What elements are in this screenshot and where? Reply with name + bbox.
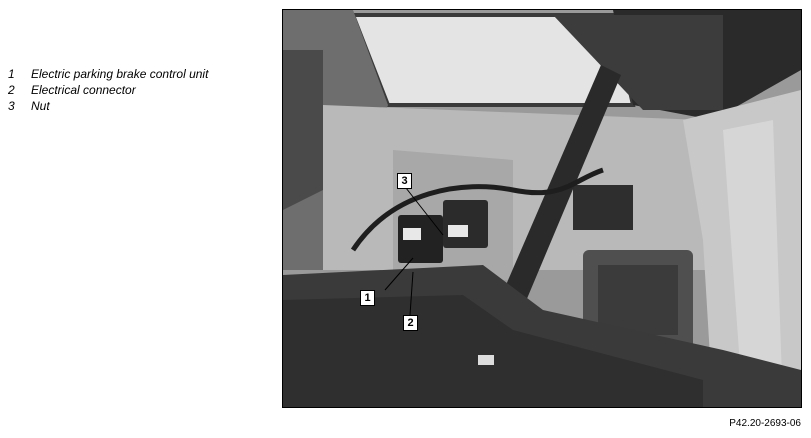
callout-1: 1 — [360, 290, 375, 306]
legend-item-text: Nut — [31, 99, 50, 113]
legend-item — [8, 66, 208, 82]
vehicle-interior-photo — [282, 9, 802, 408]
legend-item-number: 1 — [8, 67, 15, 81]
photo-illustration — [283, 10, 801, 407]
legend-item-text: Electrical connector — [31, 83, 136, 97]
legend-item-number: 2 — [8, 83, 15, 97]
legend-item — [8, 98, 208, 114]
legend-item-text: Electric parking brake control unit — [31, 67, 209, 81]
callout-3: 3 — [397, 173, 412, 189]
legend-item — [8, 82, 208, 98]
legend-item-number: 3 — [8, 99, 15, 113]
figure-id: P42.20-2693-06 — [729, 418, 801, 429]
legend-list — [8, 66, 208, 114]
callout-2: 2 — [403, 315, 418, 331]
